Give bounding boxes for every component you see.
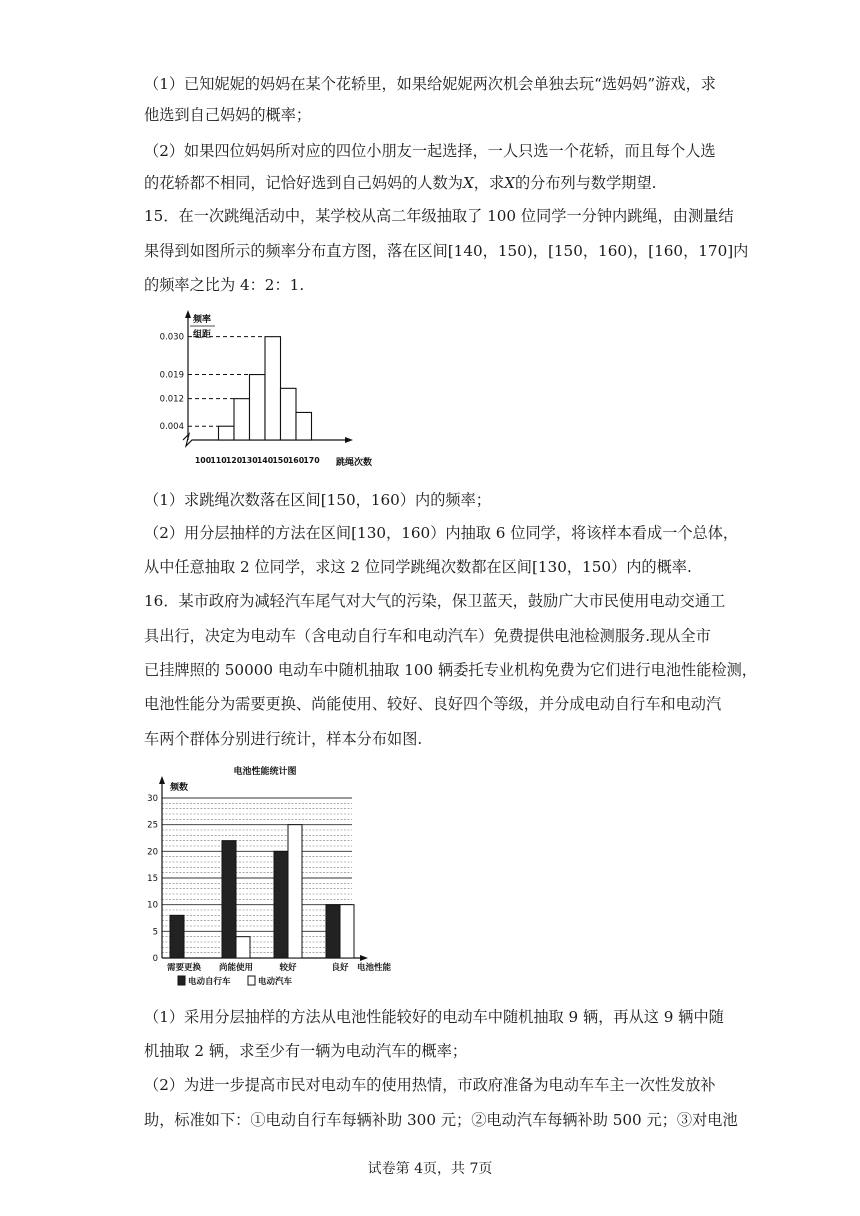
page-footer: 试卷第 4页，共 7页: [367, 1161, 493, 1177]
text-line: 具出行，决定为电动车（含电动自行车和电动汽车）免费提供电池检测服务.现从全市: [144, 627, 711, 645]
y-tick-label: 20: [147, 847, 158, 858]
y-tick-label: 10: [147, 900, 158, 911]
text-line: 车两个群体分别进行统计，样本分布如图.: [144, 730, 423, 748]
bar-car: [340, 905, 354, 958]
y-label-top: 频率: [192, 315, 212, 325]
text-line: 助，标准如下：①电动自行车每辆补助 300 元；②电动汽车每辆补助 500 元；③对电池: [144, 1111, 738, 1129]
text-line: （1）求跳绳次数落在区间[150，160）内的频率；: [144, 491, 491, 509]
text-line: [144, 173, 656, 193]
bar-bicycle: [326, 905, 340, 958]
y-tick-label: 25: [147, 820, 158, 831]
x-tick-label: 110: [210, 456, 227, 465]
x-tick-label: 160: [287, 456, 305, 465]
x-tick-label: 100: [194, 456, 212, 465]
y-tick-label: 0.004: [159, 422, 184, 433]
x-tick-label: 170: [303, 456, 320, 465]
x-tick-label: 150: [272, 456, 289, 465]
y-tick-label: 5: [152, 927, 158, 938]
y-tick-label: 15: [147, 874, 158, 884]
y-axis-arrow: [159, 776, 165, 784]
histogram-bar: [265, 337, 281, 440]
frequency-histogram: [140, 308, 400, 478]
text-segment: 的分布列与数学期望.: [514, 174, 657, 192]
histogram-bar: [250, 375, 266, 440]
text-line: 的频率之比为 4：2：1.: [144, 276, 305, 294]
text-line: （1）采用分层抽样的方法从电池性能较好的电动车中随机抽取 9 辆，再从这 9 辆中随: [144, 1008, 724, 1026]
text-line: 果得到如图所示的频率分布直方图，落在区间[140，150)，[150，160)，[160，170]内: [144, 242, 749, 260]
y-tick-label: 0.012: [159, 394, 184, 405]
battery-performance-chart: [140, 760, 400, 990]
bar-car: [236, 937, 250, 958]
y-label-bottom: 组距: [192, 330, 212, 340]
x-tick-label: 130: [241, 456, 258, 465]
variable-x: X: [504, 174, 515, 192]
x-tick-label: 140: [256, 456, 274, 465]
histogram-bar: [296, 412, 312, 440]
x-tick-label: 尚能使用: [218, 963, 254, 973]
bar-bicycle: [222, 841, 236, 958]
x-axis-arrow: [360, 955, 368, 961]
x-axis-label: 电池性能: [356, 963, 392, 973]
x-axis-arrow: [345, 437, 353, 443]
bar-car: [288, 825, 302, 958]
grid: [162, 798, 352, 958]
text-line: （2）为进一步提高市民对电动车的使用热情，市政府准备为电动车车主一次性发放补: [144, 1076, 716, 1094]
y-tick-label: 0.030: [159, 332, 184, 343]
x-axis-label: 跳绳次数: [335, 458, 373, 468]
y-tick-label: 0.019: [159, 370, 184, 381]
y-tick-label: 30: [147, 794, 158, 804]
text-line: （1）已知妮妮的妈妈在某个花轿里，如果给妮妮两次机会单独去玩“选妈妈”游戏，求: [144, 75, 716, 93]
bar-bicycle: [274, 851, 288, 958]
histogram-bar: [219, 426, 235, 440]
y-axis-label: 频数: [170, 783, 189, 793]
x-tick-label: 较好: [279, 963, 297, 973]
text-line: 他选到自己妈妈的概率；: [144, 106, 312, 124]
text-line: （2）用分层抽样的方法在区间[130，160）内抽取 6 位同学，将该样本看成一个总体，: [144, 524, 739, 542]
question-15-line: 15．在一次跳绳活动中，某学校从高二年级抽取了 100 位同学一分钟内跳绳，由测量结: [144, 207, 734, 225]
text-segment: ，求: [473, 174, 505, 192]
legend-swatch-bicycle: [178, 976, 185, 985]
histogram-bar: [281, 388, 297, 440]
legend-label-car: 电动汽车: [258, 977, 293, 987]
text-line: 从中任意抽取 2 位同学，求这 2 位同学跳绳次数都在区间[130，150）内的概率.: [144, 558, 692, 576]
histogram-bar: [234, 399, 250, 440]
y-tick-label: 0: [152, 954, 158, 964]
text-line: 已挂牌照的 50000 电动车中随机抽取 100 辆委托专业机构免费为它们进行电池性能检测，: [144, 661, 757, 679]
text-line: （2）如果四位妈妈所对应的四位小朋友一起选择，一人只选一个花轿，而且每个人选: [144, 142, 716, 160]
text-line: 机抽取 2 辆，求至少有一辆为电动汽车的概率；: [144, 1042, 468, 1060]
x-tick-label: 120: [225, 456, 243, 465]
legend-swatch-car: [248, 976, 255, 985]
text-segment: 的花轿都不相同，记恰好选到自己妈妈的人数为: [144, 174, 463, 192]
x-tick-label: 需要更换: [166, 963, 202, 973]
x-tick-label: 良好: [331, 963, 349, 973]
bar-bicycle: [170, 915, 184, 958]
legend-label-bicycle: 电动自行车: [188, 977, 231, 987]
variable-x: X: [462, 174, 474, 192]
question-16-line: 16．某市政府为减轻汽车尾气对大气的污染，保卫蓝天，鼓励广大市民使用电动交通工: [144, 592, 726, 610]
y-axis-arrow: [185, 310, 191, 318]
text-line: 电池性能分为需要更换、尚能使用、较好、良好四个等级，并分成电动自行车和电动汽: [144, 695, 722, 713]
chart-title: 电池性能统计图: [233, 767, 297, 777]
